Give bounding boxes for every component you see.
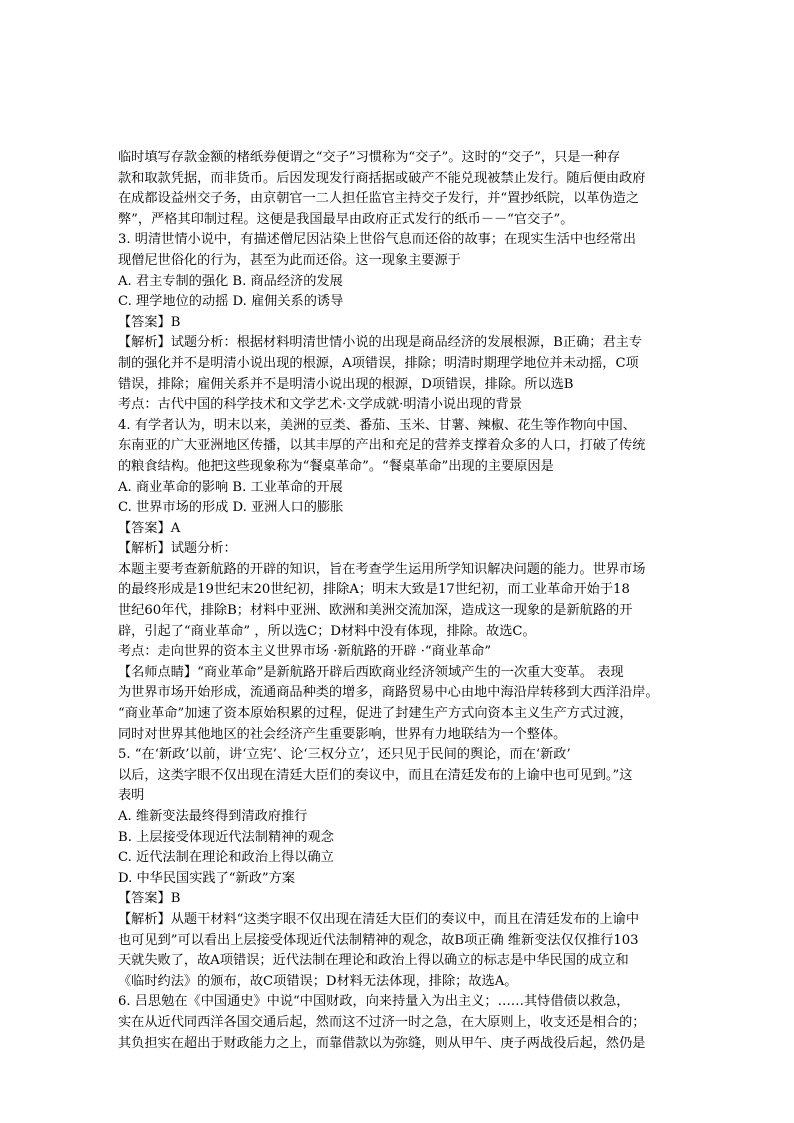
text-line: D. 中华民国实践了“新政”方案 [118, 870, 296, 886]
text-line: 【答案】A [118, 520, 181, 536]
text-line: 东南亚的广大亚洲地区传播，以其丰厚的产出和充足的营养支撑着众多的人口，打破了传统 [118, 438, 646, 454]
text-line: 5. “在‘新政’以前，讲‘立宪’、论‘三权分立’，还只见于民间的舆论，而在‘新政’ [118, 747, 571, 763]
text-line: 制的强化并不是明清小说出现的根源，A项错误，排除；明清时期理学地位并未动摇，C项 [118, 355, 639, 371]
text-line: 本题主要考查新航路的开辟的知识，旨在考查学生运用所学知识解决问题的能力。世界市场 [118, 561, 646, 577]
text-line: 也可见到”可以看出上层接受体现近代法制精神的观念，故B项正确 维新变法仅仅推行103 [118, 932, 639, 948]
text-line: C. 近代法制在理论和政治上得以确立 [118, 850, 334, 866]
text-line: 为世界市场开始形成，流通商品种类的增多，商路贸易中心由地中海沿岸转移到大西洋沿岸。 [118, 685, 659, 701]
text-line: 4. 有学者认为，明末以来，美洲的豆类、番茄、玉米、甘薯、辣椒、花生等作物向中国、 [118, 417, 636, 433]
text-line: 考点：走向世界的资本主义世界市场 ·新航路的开辟 ·“商业革命” [118, 644, 492, 660]
text-line: 3. 明清世情小说中，有描述僧尼因沾染上世俗气息而还俗的故事；在现实生活中也经常出 [118, 232, 636, 248]
text-line: 考点：古代中国的科学技术和文学艺术·文学成就·明清小说出现的背景 [118, 397, 523, 413]
text-line: A. 君主专制的强化 B. 商品经济的发展 [118, 273, 343, 289]
text-line: 款和取款凭据，而非货币。后因发现发行商括据或破产不能兑现被禁止发行。随后便由政府 [118, 170, 646, 186]
text-line: 【名师点睛】“商业革命”是新航路开辟后西欧商业经济领域产生的一次重大变革。 表现 [118, 664, 624, 680]
text-line: 错误，排除；雇佣关系并不是明清小说出现的根源，D项错误，排除。所以选B [118, 376, 574, 392]
text-line: 【解析】试题分析：根据材料明清世情小说的出现是商品经济的发展根源，B正确；君主专 [118, 335, 642, 351]
text-line: C. 世界市场的形成 D. 亚洲人口的膨胀 [118, 500, 344, 516]
text-line: 的粮食结构。他把这些现象称为“餐桌革命”。“餐桌革命”出现的主要原因是 [118, 458, 554, 474]
text-line: 《临时约法》的颁布，故C项错误；D材料无法体现，排除；故选A。 [118, 973, 518, 989]
text-line: “商业革命”加速了资本原始积累的过程，促进了封建生产方式向资本主义生产方式过渡， [118, 706, 633, 722]
text-line: 的最终形成是19世纪末20世纪初，排除A；明末大致是17世纪初，而工业革命开始于18 [118, 582, 630, 598]
text-line: 【答案】B [118, 891, 181, 907]
text-line: 【解析】试题分析： [118, 541, 237, 557]
text-line: C. 理学地位的动摇 D. 雇佣关系的诱导 [118, 294, 344, 310]
text-line: 弊”，严格其印制过程。这便是我国最早由政府正式发行的纸币－－“官交子”。 [118, 211, 574, 227]
text-line: 【解析】从题干材料“这类字眼不仅出现在清廷大臣们的奏议中，而且在清廷发布的上谕中 [118, 911, 640, 927]
document-page [118, 148, 680, 1054]
text-line: 实在从近代同西洋各国交通后起，然而这不过济一时之急，在大原则上，收支还是相合的； [118, 1014, 646, 1030]
text-line: 【答案】B [118, 314, 181, 330]
text-line: 其负担实在超出于财政能力之上，而靠借款以为弥缝，则从甲午、庚子两战役后起，然仍是 [118, 1035, 646, 1051]
text-line: A. 商业革命的影响 B. 工业革命的开展 [118, 479, 343, 495]
text-line: 在成都设益州交子务，由京朝官一二人担任监官主持交子发行，并“置抄纸院，以革伪造之 [118, 191, 640, 207]
text-line: 临时填写存款金额的楮纸券便谓之“交子”习惯称为“交子”。这时的“交子”，只是一种存 [118, 150, 621, 165]
text-line: 表明 [118, 788, 145, 804]
text-line: 现僧尼世俗化的行为，甚至为此而还俗。这一现象主要源于 [118, 252, 461, 268]
text-line: A. 维新变法最终得到清政府推行 [118, 809, 308, 824]
text-line: 以后，这类字眼不仅出现在清廷大臣们的奏议中，而且在清廷发布的上谕中也可见到。”这 [118, 767, 633, 783]
text-line: 天就失败了，故A项错误；近代法制在理论和政治上得以确立的标志是中华民国的成立和 [118, 953, 629, 969]
text-line: 同时对世界其他地区的社会经济产生重要影响，世界有力地联结为一个整体。 [118, 726, 567, 742]
text-line: B. 上层接受体现近代法制精神的观念 [118, 829, 334, 845]
text-line: 辟，引起了“商业革命” ，所以选C；D材料中没有体现，排除。故选C。 [118, 623, 536, 639]
text-line: 6. 吕思勉在《中国通史》中说“中国财政，向来持量入为出主义；……其恃借债以救急， [118, 994, 630, 1010]
text-line: 世纪60年代，排除B；材料中亚洲、欧洲和美洲交流加深，造成这一现象的是新航路的开 [118, 603, 633, 619]
